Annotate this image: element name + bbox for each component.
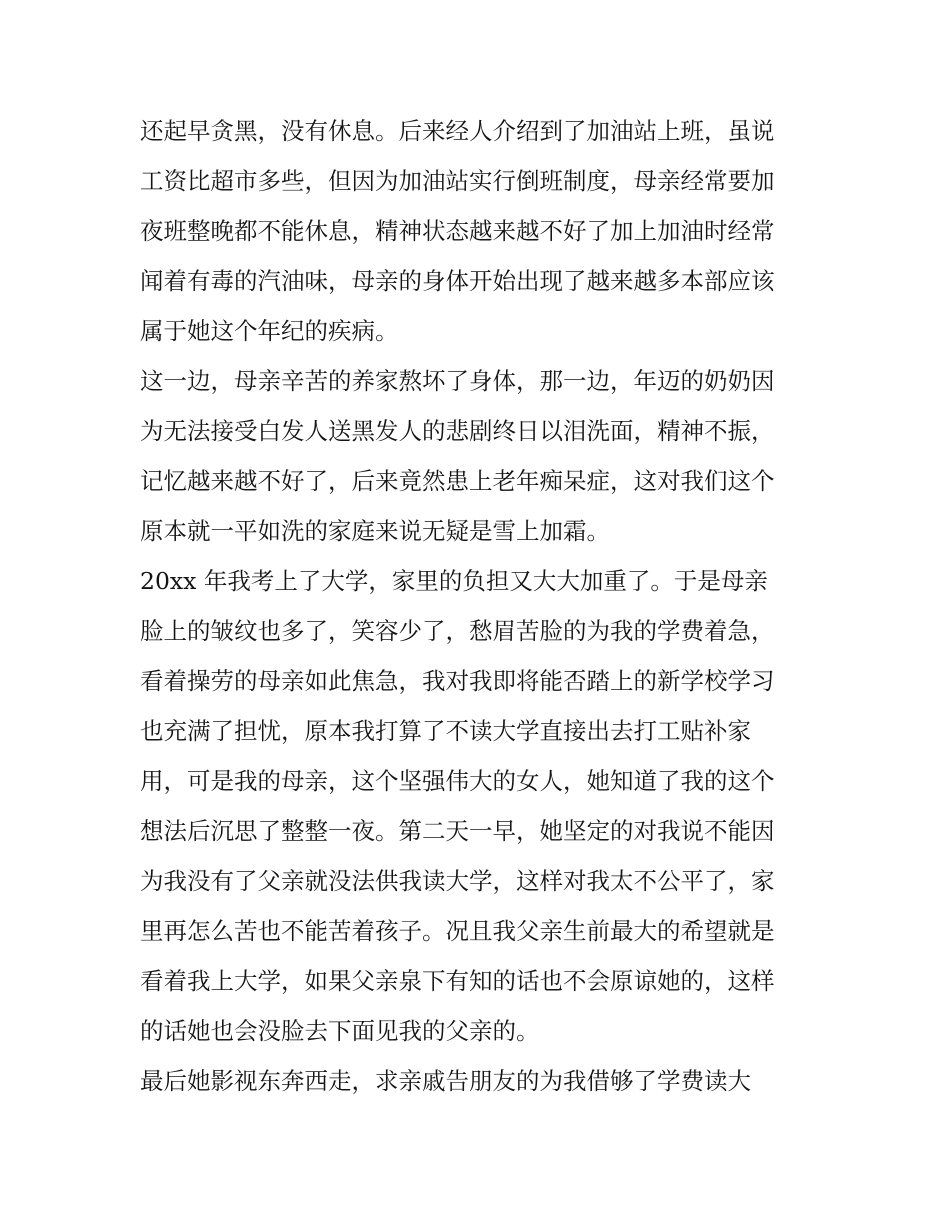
text-line: 里再怎么苦也不能苦着孩子。况且我父亲生前最大的希望就是 [140, 917, 775, 945]
text-line: 还起早贪黑，没有休息。后来经人介绍到了加油站上班，虽说 [140, 117, 775, 145]
text-line: 记忆越来越不好了，后来竟然患上老年痴呆症，这对我们这个 [140, 467, 775, 495]
text-line: 闻着有毒的汽油味，母亲的身体开始出现了越来越多本部应该 [140, 267, 775, 295]
text-line: 这一边，母亲辛苦的养家熬坏了身体，那一边，年迈的奶奶因 [140, 367, 775, 395]
text-line: 原本就一平如洗的家庭来说无疑是雪上加霜。 [140, 517, 610, 545]
text-line: 为无法接受白发人送黑发人的悲剧终日以泪洗面，精神不振， [140, 417, 775, 445]
text-line: 脸上的皱纹也多了，笑容少了，愁眉苦脸的为我的学费着急， [140, 617, 775, 645]
body-text [140, 106, 820, 1106]
text-line: 属于她这个年纪的疾病。 [140, 317, 399, 345]
text-line: 工资比超市多些，但因为加油站实行倒班制度，母亲经常要加 [140, 167, 775, 195]
text-line: 想法后沉思了整整一夜。第二天一早，她坚定的对我说不能因 [140, 817, 775, 845]
text-line: 20xx 年我考上了大学，家里的负担又大大加重了。于是母亲 [140, 567, 768, 595]
text-line: 看着操劳的母亲如此焦急，我对我即将能否踏上的新学校学习 [140, 667, 775, 695]
text-line: 为我没有了父亲就没法供我读大学，这样对我太不公平了，家 [140, 867, 775, 895]
text-line: 的话她也会没脸去下面见我的父亲的。 [140, 1017, 540, 1045]
text-line: 用，可是我的母亲，这个坚强伟大的女人，她知道了我的这个 [140, 767, 775, 795]
text-line: 也充满了担忧，原本我打算了不读大学直接出去打工贴补家 [140, 717, 751, 745]
text-line: 最后她影视东奔西走，求亲戚告朋友的为我借够了学费读大 [140, 1067, 751, 1095]
text-line: 夜班整晚都不能休息，精神状态越来越不好了加上加油时经常 [140, 217, 775, 245]
text-line: 看着我上大学，如果父亲泉下有知的话也不会原谅她的，这样 [140, 967, 775, 995]
